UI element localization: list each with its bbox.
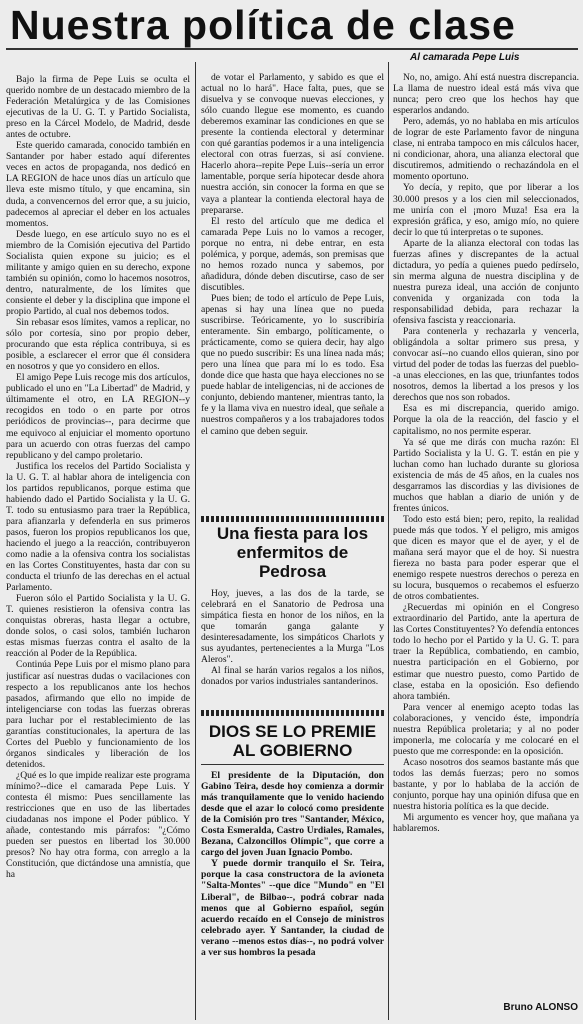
column-2 [201, 72, 384, 520]
paragraph: Fueron sólo el Partido Socialista y la U. G. T. quienes resistieron la ofensiva contra las conquistas obreras, hasta llegar a octubre, donde solos, o casi solos, también lucharon estas mismas fuerzas contra el asalto de la reacción al Poder de la República. [6, 593, 190, 660]
paragraph: Desde luego, en ese artículo suyo no es el miembro de la Comisión ejecutiva del Partido Socialista quien expone su juicio; es el militante y amigo quien en su derecho, expone también su opinión, como lo hacemos nosotros, dentro, naturalmente, de los límites que consiente el deber y la disciplina que impone el propio Partido, al cual nos debemos todos. [6, 228, 190, 317]
dios-article [201, 770, 384, 1022]
column-divider-2 [388, 62, 389, 1020]
paragraph: Sin rebasar esos límites, vamos a replicar, no sólo por cortesía, sino por propio deber, procurando que esta réplica contribuya, si es posible, a esclarecer el error que él considera en nosotros y que yo considero en ellos. [6, 317, 190, 373]
column-3 [393, 72, 579, 990]
paragraph: Y puede dormir tranquilo el Sr. Teira, porque la casa constructora de la avioneta "Salta-Montes" --que dice "Mundo" en "El Liberal", de Bilbao--, podrá cobrar nada menos que al Gobierno español, según acuerdo recaído en el Consejo de ministros celebrado ayer. Y Santander, la ciudad de verano --menos estos días--, no podrá volver a ver sus hombros la pesada [201, 858, 384, 958]
paragraph: ¿Recuerdas mi opinión en el Congreso extraordinario del Partido, ante la apertura de las Cortes Constituyentes? Yo defendía entonces todo lo hecho por el Partido y la U. G. T. para traer la República, combatiendo, en cambio, nuestra participación en el Gobierno, por estimar que nuestro puesto, como Partido de clase, estaba en la oposición. Eso defiendo ahora también. [393, 602, 579, 702]
paragraph: Para contenerla y rechazarla y vencerla, obligándola a soltar primero sus presa, y convocar así--no cuando ellos quieran, sino por virtud del poder de todas las fuerzas del pueblo--a unas elecciones, en las que, triunfantes todos nosotros, demos la libertad a los presos y los derechos que nos son robados. [393, 326, 579, 404]
paragraph: Ya sé que me dirás con mucha razón: El Partido Socialista y la U. G. T. están en pie y luchan como han luchado durante su gloriosa existencia de más de 45 años, en la cuales nos desgarramos las discordias y las divisiones de muchos que hablan a diario de unión y de frentes únicos. [393, 436, 579, 514]
byline: Bruno ALONSO [503, 1002, 578, 1013]
paragraph: El presidente de la Diputación, don Gabino Teira, desde hoy comienza a dormir más tranquilamente que lo venido haciendo desde que el azar lo colocó como presidente de la Comisión pro tres "Santander, México, Costa Esmeralda, Castro Urdiales, Ramales, Bezana, Calzoncillos Olímpic", que corre a cargo del joven Juan Ignacio Pombo. [201, 770, 384, 859]
paragraph: Este querido camarada, conocido también en Santander por haber estado aquí diferentes veces en actos de propaganda, nos dedicó en LA REGION de hace unos días un artículo que lleva este mismo título, y que encamina, sin duda, a convencernos del error que, a su juicio, padecemos al apreciar el deber en los actuales momentos. [6, 140, 190, 229]
dios-headline: DIOS SE LO PREMIE AL GOBIERNO [208, 722, 377, 760]
headline: Nuestra política de clase [10, 2, 516, 48]
paragraph: Bajo la firma de Pepe Luis se oculta el querido nombre de un destacado miembro de la Federación Metalúrgica y de las Comisiones ejecutivas de la U. G. T. y Partido Socialista, preso en la Cárcel Modelo, de Madrid, desde antes de octubre. [6, 74, 190, 141]
dedication: Al camarada Pepe Luis [410, 52, 520, 63]
section-separator [201, 516, 384, 522]
paragraph: Al final se harán varios regalos a los niños, donados por varios industriales santanderinos. [201, 665, 384, 688]
paragraph: Pero, además, yo no hablaba en mis artículos de lograr de este Parlamento favor de ninguna clase, ni entraba tampoco en mis cálculos hacer, ni condicionar, ahora, una alianza electoral que discutiremos, admitiendo o rechazándola en el momento oportuno. [393, 116, 579, 183]
paragraph: Para vencer al enemigo acepto todas las colaboraciones, y vencido éste, impondría nuestra República proletaria; y al no poder imponerla, me colocaría y me colocaré en el puesto que me corresponde: en la oposición. [393, 701, 579, 757]
fiesta-article [201, 588, 384, 704]
headline-rule [201, 764, 384, 765]
paragraph: de votar el Parlamento, y sabido es que el actual no lo hará". Hace falta, pues, que se disuelva y se convoque nuevas elecciones, y sólo cuando llegue ese momento, es cuando deberemos examinar las condiciones en que se presente la contienda electoral y determinar con qué garantías podemos ir a una inteligencia electoral con otras fuerzas, si así conviene. Hacerlo ahora--repite Pepe Luis--sería un error lamentable, porque sería hipotecar desde ahora nuestra acción, sin conocer la forma en que se vaya a plantear la contienda electoral haya de prepararse. [201, 72, 384, 216]
fiesta-headline: Una fiesta para los enfermitos de Pedrosa [216, 524, 369, 581]
column-divider-1 [195, 62, 196, 1020]
paragraph: No, no, amigo. Ahí está nuestra discrepancia. La llama de nuestro ideal está más viva que nunca; pero creo que los hechos hay que esperarlos andando. [393, 72, 579, 117]
paragraph: Acaso nosotros dos seamos bastante más que todos las demás fuerzas; pero no somos bastante, y por lo hablaba de la acción de conjunto, porque hay una opinión difusa que en nuestra historia política es la que decide. [393, 756, 579, 813]
paragraph: Hoy, jueves, a las dos de la tarde, se celebrará en el Sanatorio de Pedrosa una simpática fiesta en honor de los niños, en la que tomarán ganga galante y desinteresadamente, los simpáticos Charlots y sus ayudantes, pertenecientes a la Murga "Los Aleros". [201, 588, 384, 666]
paragraph: Esa es mi discrepancia, querido amigo. Porque la ola de la reacción, del fascio y el capitalismo, no nos permite esperar. [393, 403, 579, 437]
section-separator [201, 710, 384, 716]
paragraph: Yo decía, y repito, que por liberar a los 30.000 presos y a los cien mil seleccionados, me uniría con el ¡moro Muza! Esa era la expresión gráfica, y eso, amigo mío, no quiere decir lo que tú interpretas o te supones. [393, 182, 579, 238]
paragraph: Todo esto está bien; pero, repito, la realidad puede más que todos. Y el peligro, mis amigos que dicen es mayor que el de ayer, y el de mañana será mayor que el de hoy. Si nuestra fiereza no basta para poder esperar que el enemigo respete nuestros derechos o pereza en su locura, busquemos o recabemos el esfuerzo de otros combatientes. [393, 513, 579, 603]
paragraph: El resto del artículo que me dedica el camarada Pepe Luis no lo vamos a recoger, porque no entra, ni debe entrar, en esta polémica, y porque, además, son premisas que no hemos rozado nunca y sabemos, por añadidura, dónde deben discutirse, caso de ser discutibles. [201, 215, 384, 293]
column-1 [6, 74, 190, 1022]
headline-rule [6, 48, 578, 50]
paragraph: Justifica los recelos del Partido Socialista y la U. G. T. al hablar ahora de inteligencia con los partidos republicanos, porque estima que habiendo dado el Partido Socialista y la U. G. T. todo su entusiasmo para traer la República, para afianzarla y defenderla en sus primeros pasos, fueron los propios republicanos los que, haciendo el juego a la reacción, contribuyeron como nadie a la ofensiva contra los socialistas en las Cortes Constituyentes, hasta dar con su conducta el triunfo de las derechas en el actual Parlamento. [6, 460, 190, 594]
paragraph: ¿Qué es lo que impide realizar este programa mínimo?--dice el camarada Pepe Luis. Y contesta él mismo: Pues sencillamente las restricciones que en uso de las libertades ciudadanas nos impone el Poder público. Y añade, contestando mis párrafos: "¿Cómo pueden ser puestos en libertad los 30.000 presos? No hay otra forma, con arreglo a la Constitución, que dictándose una amnistía, que ha [6, 769, 190, 881]
paragraph: Aparte de la alianza electoral con todas las fuerzas afines y discrepantes de la actual dictadura, yo pedía a quienes puedo pedírselo, sin merma alguna de nuestra disciplina y de nuestra pureza ideal, una acción de conjunto convenida y organizada con toda la responsabilidad debida, para rechazar la ofensiva fascista y reaccionaria. [393, 237, 579, 327]
paragraph: Mi argumento es vencer hoy, que mañana ya hablaremos. [393, 812, 579, 835]
paragraph: Continúa Pepe Luis por el mismo plano para justificar así nuestras dudas o vacilaciones con respecto a los republicanos ante los hechos pasados, afirmando que ello no impide de inteligenciarse con todas las fuerzas obreras para luchar por el restablecimiento de las garantías constitucionales, la apertura de las Cortes del Pueblo y funcionamiento de los órganos sindicales y liberación de los detenidos. [6, 659, 190, 770]
paragraph: Pues bien; de todo el artículo de Pepe Luis, apenas si hay una línea que no pueda suscribirse. Teóricamente, yo lo suscribiría enteramente. Sin embargo, políticamente, o prácticamente, como se quiera decir, hay algo que no puedo suscribir: Es una línea nada más; pero una línea que para mí lo es todo. Esa donde dice que hasta que haya elecciones no se puede hablar de inteligencias, ni de acciones de conjunto, debiendo mantener, mientras tanto, la fe y la llama viva en nuestro ideal, que señale a nuestros compañeros y a los trabajadores todos el camino que deben seguir. [201, 292, 384, 437]
paragraph: El amigo Pepe Luis recoge mis dos artículos, publicado el uno en "La Libertad" de Madrid, y últimamente el otro, en LA REGION--y recogidos en todo o en parte por otros periódicos de provincias--, para decirme que me equivoco al enjuiciar el momento oportuno para un acuerdo con otras fuerzas del campo republicano y del campo proletario. [6, 372, 190, 461]
